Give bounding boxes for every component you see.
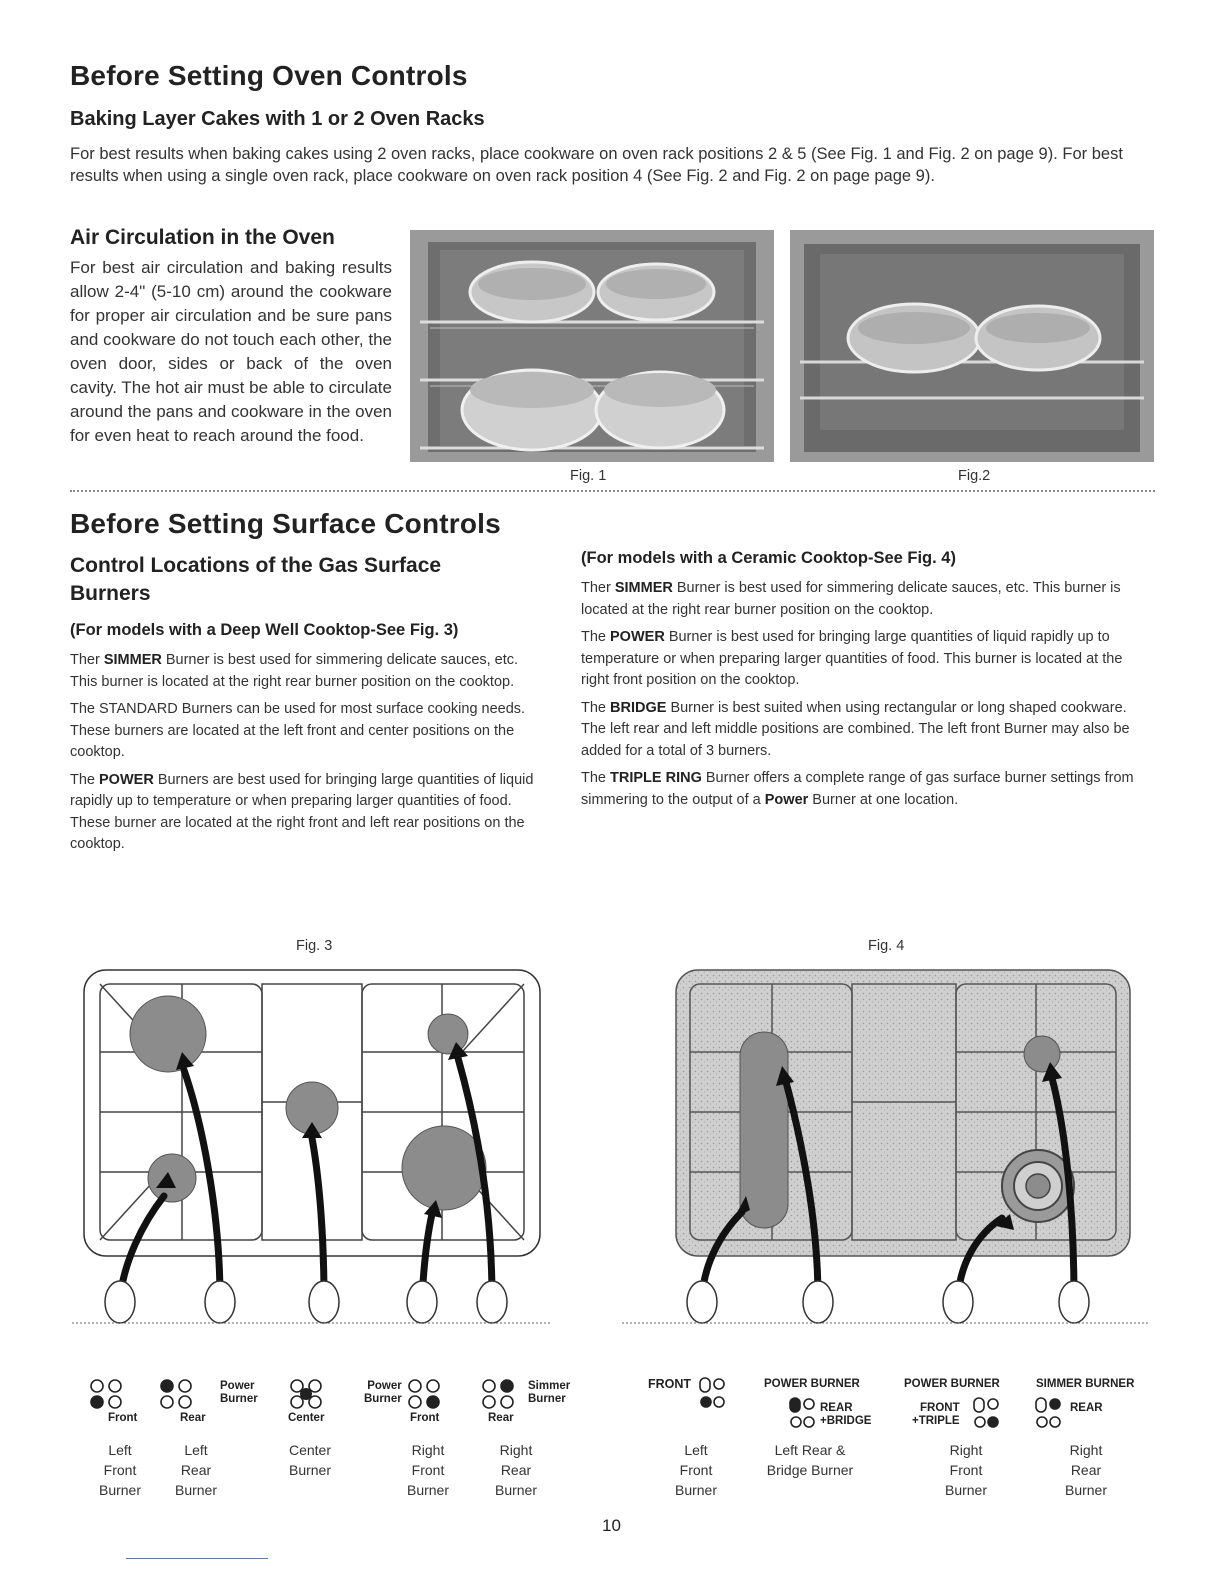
footer-rule [126,1558,268,1559]
right-rear-burner-symbol [480,1378,520,1410]
oven-one-rack-illustration [790,230,1154,462]
fig3-label-front: Front [108,1412,138,1424]
fig3-label-simmer-burner: Simmer Burner [528,1380,571,1405]
fig4-label-power-burner-2: POWER BURNER [904,1378,1000,1390]
fig3-col-right-front: Right Front Burner [406,1442,450,1498]
ceramic-simmer-para: Ther SIMMER Burner is best used for simmering delicate sauces, etc. This burner is located at the right rear burner position on the cooktop. [581,580,1121,618]
deep-well-power-para: The POWER Burners are best used for bringing large quantities of liquid rapidly up to temperature or when preparing larger quantities of food. These burner are located at the right front and left rear positions on the cooktop. [70,771,534,852]
fig4-label-simmer-burner: SIMMER BURNER [1036,1378,1135,1390]
fig4-col-right-front: Right Front Burner [944,1442,988,1498]
fig3-col-right-rear: Right Rear Burner [494,1442,538,1498]
fig4-front-symbol [698,1376,726,1410]
left-rear-burner-symbol [158,1378,198,1410]
fig3-label-center: Center [288,1412,325,1424]
deep-well-standard-para: The STANDARD Burners can be used for most surface cooking needs. These burners are located at the left front and center positions on the cooktop. [70,701,526,760]
fig3-col-center: Center Burner [288,1442,332,1478]
deep-well-simmer-para: Ther SIMMER Burner is best used for simmering delicate sauces, etc. This burner is located at the right rear burner position on the cooktop. [70,652,519,690]
ceramic-bridge-para: The BRIDGE Burner is best suited when using rectangular or long shaped cookware. The left rear and left middle positions are combined. The left front Burner may also be added for a total of 3 burners. [581,699,1130,759]
air-circulation-text: For best air circulation and baking results allow 2-4" (5-10 cm) around the cookware for proper air circulation and be sure pans and cookware do not touch each other, the oven door, sides or back of the oven cavity. The hot air must be able to circulate around the pans and cookware in the oven for even heat to reach around the food. [70,258,392,445]
fig4-col-left-front: Left Front Burner [674,1442,718,1498]
fig1-caption: Fig. 1 [570,468,607,484]
front-burner-symbol [88,1378,128,1410]
fig3-label-rear-2: Rear [488,1412,514,1424]
page-number: 10 [602,1516,621,1535]
center-burner-symbol [288,1378,328,1410]
fig4-label-rear-2: REAR [1070,1402,1103,1414]
fig2-caption: Fig.2 [958,468,991,484]
ceramic-heading: (For models with a Ceramic Cooktop-See Fig. 4) [581,549,956,567]
left-rear-burner [130,996,206,1072]
oven-title: Before Setting Oven Controls [70,60,468,91]
fig3-label-rear: Rear [180,1412,206,1424]
fig4-simmer-symbol [1034,1396,1062,1430]
control-locations-heading: Control Locations of the Gas Surface Burners [70,554,442,605]
fig4-triple-symbol [972,1396,1000,1430]
fig3-col-left-rear: Left Rear Burner [174,1442,218,1498]
fig3-caption: Fig. 3 [296,938,333,954]
surface-title: Before Setting Surface Controls [70,508,501,539]
oven-two-racks-illustration [410,230,774,462]
left-front-burner [148,1154,196,1202]
fig4-col-left-rear-bridge: Left Rear & Bridge Burner [766,1442,854,1478]
right-rear-burner [428,1014,468,1054]
air-circulation-heading: Air Circulation in the Oven [70,226,335,249]
ceramic-power-para: The POWER Burner is best used for bringing large quantities of liquid rapidly up to temperature or when preparing larger quantities of food. This burner is located at the right front position on the cooktop. [581,629,1123,688]
deep-well-cooktop-diagram [72,962,550,1324]
fig3-label-power-burner-1: Power Burner [220,1380,258,1405]
ceramic-cooktop-diagram [622,962,1150,1324]
fig3-label-front-2: Front [410,1412,440,1424]
layer-cakes-heading: Baking Layer Cakes with 1 or 2 Oven Racks [70,108,485,130]
right-front-burner-symbol [406,1378,446,1410]
fig4-label-rear-bridge: REAR +BRIDGE [820,1402,872,1427]
fig3-label-power-burner-2: Power Burner [364,1380,402,1405]
simmer-burner [1024,1036,1060,1072]
fig4-col-right-rear: Right Rear Burner [1064,1442,1108,1498]
oven-photo-one-rack [790,230,1154,462]
fig4-label-front-triple: FRONT +TRIPLE [912,1402,960,1427]
fig4-label-power-burner-1: POWER BURNER [764,1378,860,1390]
ceramic-triple-para: The TRIPLE RING Burner offers a complete range of gas surface burner settings from simmering to the output of a Power Burner at one location. [581,770,1134,808]
fig4-caption: Fig. 4 [868,938,905,954]
oven-photo-two-racks [410,230,774,462]
fig3-col-left-front: Left Front Burner [98,1442,142,1498]
bridge-burner [740,1032,788,1228]
section-divider [70,490,1155,492]
layer-cakes-text: For best results when baking cakes using 2 oven racks, place cookware on oven rack positions 2 & 5 (See Fig. 1 and Fig. 2 on page 9). For best results when using a single oven rack, place cookware on oven rack position 4 (See Fig. 2 and Fig. 2 on page page 9). [70,145,1123,185]
fig4-bridge-symbol [788,1396,816,1430]
deep-well-heading: (For models with a Deep Well Cooktop-See Fig. 3) [70,621,459,639]
fig4-label-front: FRONT [648,1377,692,1391]
ceramic-text [581,578,1141,817]
deep-well-text [70,650,548,862]
